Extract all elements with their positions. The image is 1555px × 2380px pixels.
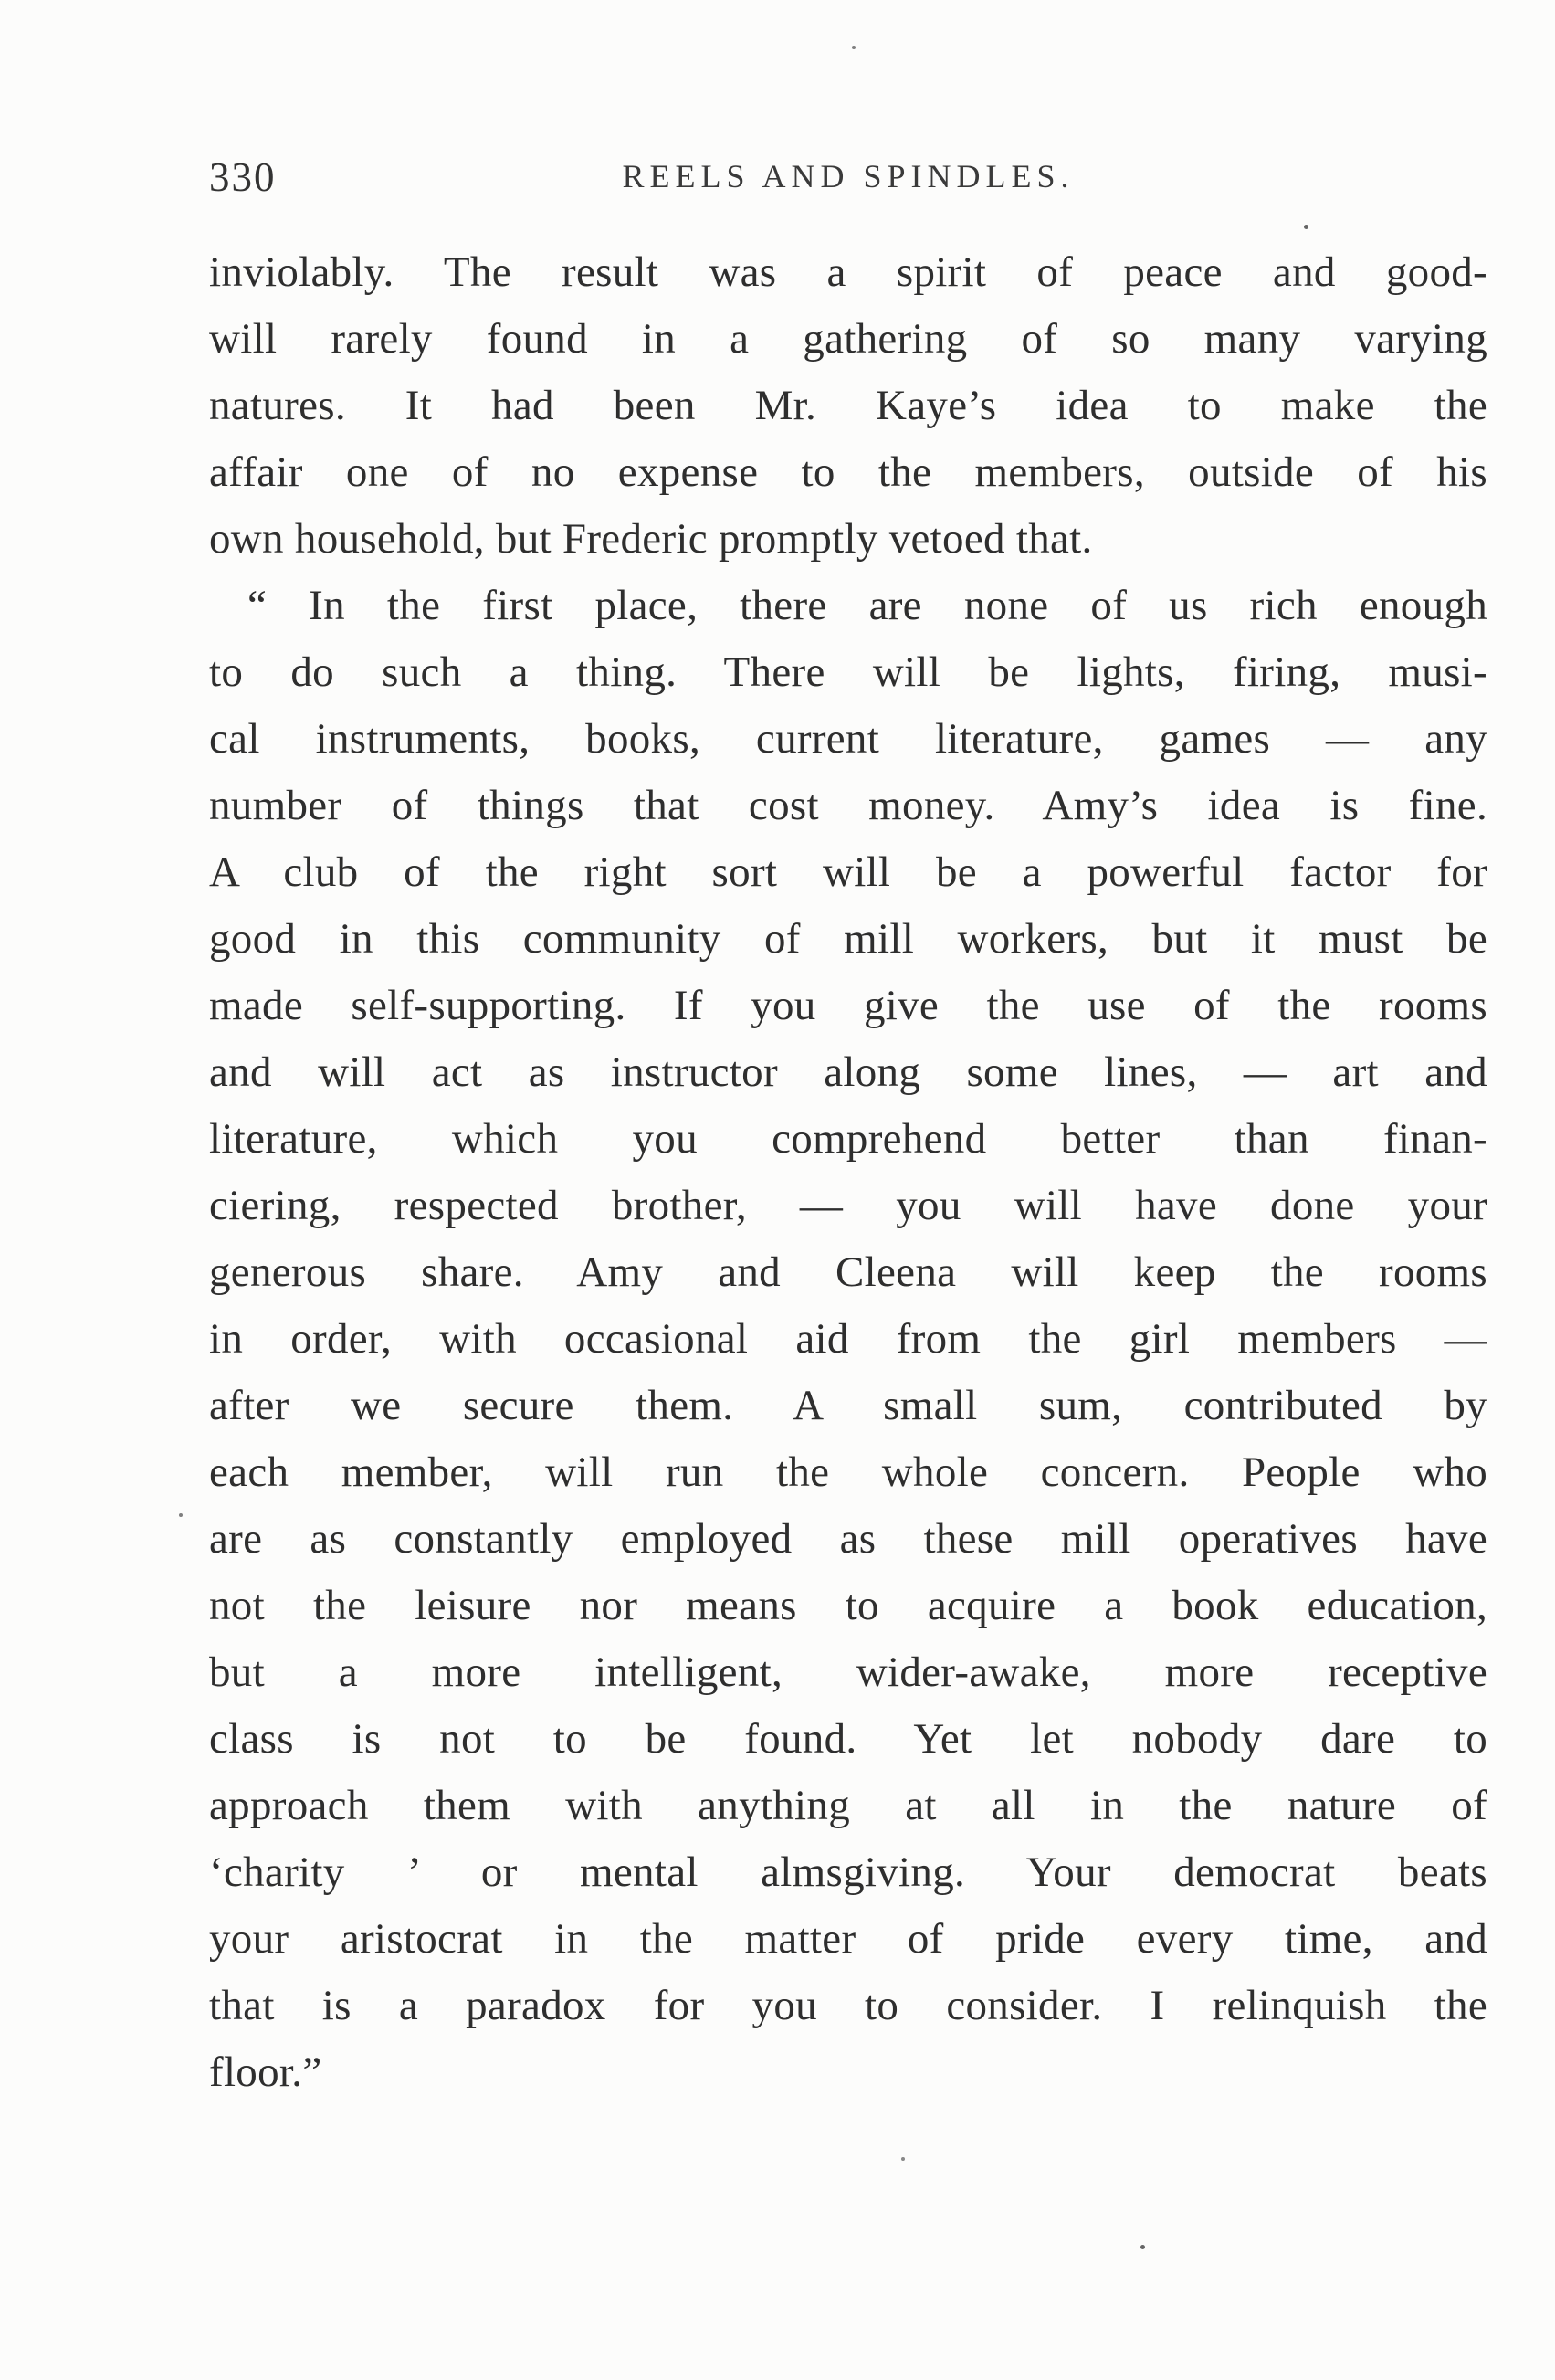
text-line: to do such a thing. There will be lights, firing, musi- <box>209 648 1487 696</box>
text-line: “ In the first place, there are none of us rich enough <box>247 582 1487 629</box>
text-line: cal instruments, books, current literature, games — any <box>209 715 1487 763</box>
body-text <box>209 239 1487 2106</box>
text-line: are as constantly employed as these mill operatives have <box>209 1515 1487 1563</box>
text-line: and will act as instructor along some lines, — art and <box>209 1048 1487 1096</box>
text-line: ciering, respected brother, — you will have done your <box>209 1182 1487 1229</box>
text-line: ‘charity ’ or mental almsgiving. Your democrat beats <box>209 1848 1487 1896</box>
text-line: each member, will run the whole concern. People who <box>209 1448 1487 1496</box>
text-line: A club of the right sort will be a powerful factor for <box>209 848 1487 896</box>
text-line: floor.” <box>209 2048 322 2096</box>
page-content <box>209 153 1487 2106</box>
text-line: made self-supporting. If you give the use of the rooms <box>209 982 1487 1029</box>
running-header: REELS AND SPINDLES. <box>622 158 1075 195</box>
page-number: 330 <box>209 154 277 200</box>
scan-artifact-dot <box>901 2157 905 2161</box>
text-line: affair one of no expense to the members, outside of his <box>209 448 1487 496</box>
text-line: generous share. Amy and Cleena will keep the rooms <box>209 1248 1487 1296</box>
text-line: inviolably. The result was a spirit of peace and good- <box>209 248 1487 296</box>
text-line: after we secure them. A small sum, contributed by <box>209 1382 1487 1429</box>
text-line: in order, with occasional aid from the girl members — <box>209 1315 1487 1363</box>
text-line: that is a paradox for you to consider. I relinquish the <box>209 1982 1487 2029</box>
scan-artifact-dot <box>1140 2245 1145 2249</box>
text-line: number of things that cost money. Amy’s idea is fine. <box>209 782 1487 829</box>
scan-artifact-dot <box>1304 225 1308 229</box>
text-line: good in this community of mill workers, but it must be <box>209 915 1487 963</box>
text-line: own household, but Frederic promptly vetoed that. <box>209 515 1093 563</box>
scan-artifact-dot <box>179 1513 183 1517</box>
text-line: not the leisure nor means to acquire a book education, <box>209 1582 1487 1629</box>
scan-artifact-dot <box>852 46 856 49</box>
page-header <box>209 153 1487 206</box>
text-line: natures. It had been Mr. Kaye’s idea to make the <box>209 382 1487 429</box>
text-line: your aristocrat in the matter of pride every time, and <box>209 1915 1487 1963</box>
text-line: literature, which you comprehend better than finan- <box>209 1115 1487 1163</box>
text-line: class is not to be found. Yet let nobody dare to <box>209 1715 1487 1763</box>
text-line: approach them with anything at all in the nature of <box>209 1782 1487 1829</box>
text-line: will rarely found in a gathering of so many varying <box>209 315 1487 363</box>
text-line: but a more intelligent, wider-awake, more receptive <box>209 1648 1487 1696</box>
